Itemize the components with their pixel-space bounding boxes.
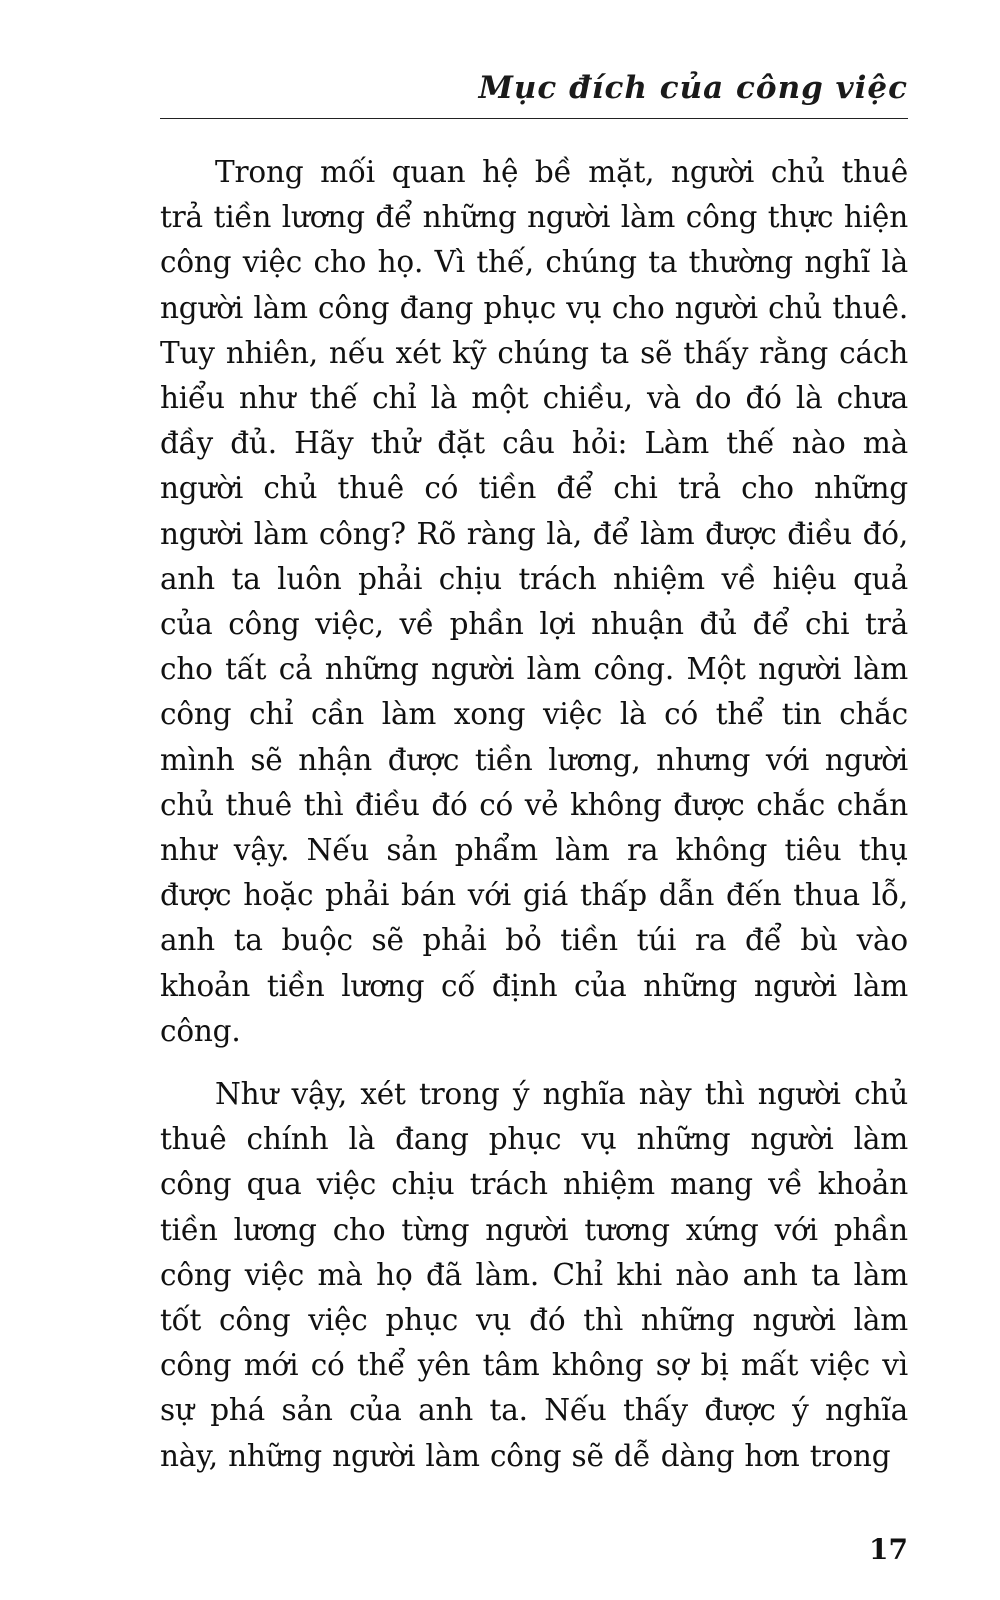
running-header-title: Mục đích của công việc: [478, 70, 908, 106]
body-text: [160, 150, 908, 1479]
paragraph-1: Trong mối quan hệ bề mặt, người chủ thuê trả tiền lương để những người làm công thực hiện công việc cho họ. Vì thế, chúng ta thường nghĩ là người làm công đang phục vụ cho người chủ thuê. Tuy nhiên, nếu xét kỹ chúng ta sẽ thấy rằng cách hiểu như thế chỉ là một chiều, và do đó là chưa đầy đủ. Hãy thử đặt câu hỏi: Làm thế nào mà người chủ thuê có tiền để chi trả cho những người làm công? Rõ ràng là, để làm được điều đó, anh ta luôn phải chịu trách nhiệm về hiệu quả của công việc, về phần lợi nhuận đủ để chi trả cho tất cả những người làm công. Một người làm công chỉ cần làm xong việc là có thể tin chắc mình sẽ nhận được tiền lương, nhưng với người chủ thuê thì điều đó có vẻ không được chắc chắn như vậy. Nếu sản phẩm làm ra không tiêu thụ được hoặc phải bán với giá thấp dẫn đến thua lỗ, anh ta buộc sẽ phải bỏ tiền túi ra để bù vào khoản tiền lương cố định của những người làm công.: [160, 155, 908, 1048]
paragraph-2: Như vậy, xét trong ý nghĩa này thì người chủ thuê chính là đang phục vụ những người làm công qua việc chịu trách nhiệm mang về khoản tiền lương cho từng người tương xứng với phần công việc mà họ đã làm. Chỉ khi nào anh ta làm tốt công việc phục vụ đó thì những người làm công mới có thể yên tâm không sợ bị mất việc vì sự phá sản của anh ta. Nếu thấy được ý nghĩa này, những người làm công sẽ dễ dàng hơn trong: [160, 1077, 908, 1473]
header-divider: [160, 118, 908, 119]
page-number: 17: [869, 1533, 908, 1566]
